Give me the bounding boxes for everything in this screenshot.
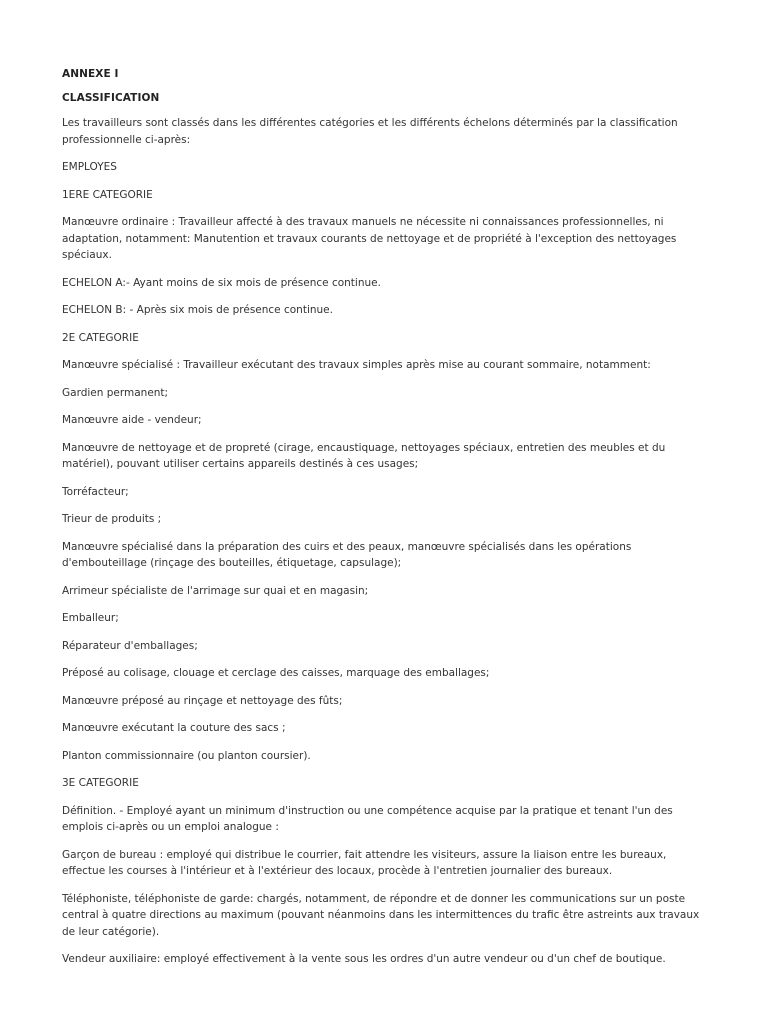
paragraph: Trieur de produits ;: [62, 513, 162, 525]
paragraph: 1ERE CATEGORIE: [62, 188, 153, 201]
document-page: [62, 67, 712, 979]
paragraph: Réparateur d'emballages;: [62, 639, 198, 652]
paragraph: Manœuvre préposé au rinçage et nettoyage des fûts;: [62, 694, 343, 707]
paragraph: 2E CATEGORIE: [62, 331, 139, 344]
paragraph: Arrimeur spécialiste de l'arrimage sur quai et en magasin;: [62, 584, 369, 597]
paragraph: Téléphoniste, téléphoniste de garde: chargés, notamment, de répondre et de donner les communications sur un poste central à quatre directions au maximum (pouvant néanmoins dans les intermittences du trafic être astreints aux travaux de leur catégorie).: [62, 892, 700, 938]
paragraph: Manœuvre ordinaire : Travailleur affecté à des travaux manuels ne nécessite ni connaissances professionnelles, ni adaptation, notamment: Manutention et travaux courants de nettoyage et de propriété à l'exception des nettoyages spéciaux.: [62, 216, 677, 261]
annex-heading: ANNEXE I: [62, 68, 119, 80]
paragraph: Manœuvre spécialisé : Travailleur exécutant des travaux simples après mise au courant sommaire, notamment:: [62, 359, 651, 371]
paragraph: ECHELON A:- Ayant moins de six mois de présence continue.: [62, 276, 381, 289]
paragraph: Manœuvre spécialisé dans la préparation des cuirs et des peaux, manœuvre spécialisés dans les opérations d'embouteillage (rinçage des bouteilles, étiquetage, capsulage);: [62, 540, 632, 569]
paragraph: Définition. - Employé ayant un minimum d'instruction ou une compétence acquise par la pratique et tenant l'un des emplois ci-après ou un emploi analogue :: [62, 804, 673, 833]
paragraph: Manœuvre de nettoyage et de propreté (cirage, encaustiquage, nettoyages spéciaux, entretien des meubles et du matériel), pouvant utiliser certains appareils destinés à ces usages;: [62, 441, 666, 470]
paragraph: Emballeur;: [62, 612, 119, 624]
paragraph: Manœuvre exécutant la couture des sacs ;: [62, 722, 286, 734]
document-body: [62, 115, 712, 968]
paragraph: Préposé au colisage, clouage et cerclage des caisses, marquage des emballages;: [62, 667, 490, 679]
paragraph: Manœuvre aide - vendeur;: [62, 414, 202, 426]
paragraph: Les travailleurs sont classés dans les différentes catégories et les différents échelons déterminés par la classification professionnelle ci-après:: [62, 117, 678, 146]
paragraph: Torréfacteur;: [62, 485, 129, 498]
paragraph: Vendeur auxiliaire: employé effectivement à la vente sous les ordres d'un autre vendeur ou d'un chef de boutique.: [62, 953, 666, 965]
classification-heading: CLASSIFICATION: [62, 92, 160, 104]
paragraph: ECHELON B: - Après six mois de présence continue.: [62, 304, 333, 316]
paragraph: Gardien permanent;: [62, 386, 169, 399]
paragraph: Garçon de bureau : employé qui distribue le courrier, fait attendre les visiteurs, assure la liaison entre les bureaux, effectue les courses à l'intérieur et à l'extérieur des locaux, procède à l'entretien journalier des bureaux.: [62, 848, 667, 877]
paragraph: Planton commissionnaire (ou planton coursier).: [62, 749, 311, 762]
paragraph: EMPLOYES: [62, 161, 117, 173]
paragraph: 3E CATEGORIE: [62, 777, 139, 789]
